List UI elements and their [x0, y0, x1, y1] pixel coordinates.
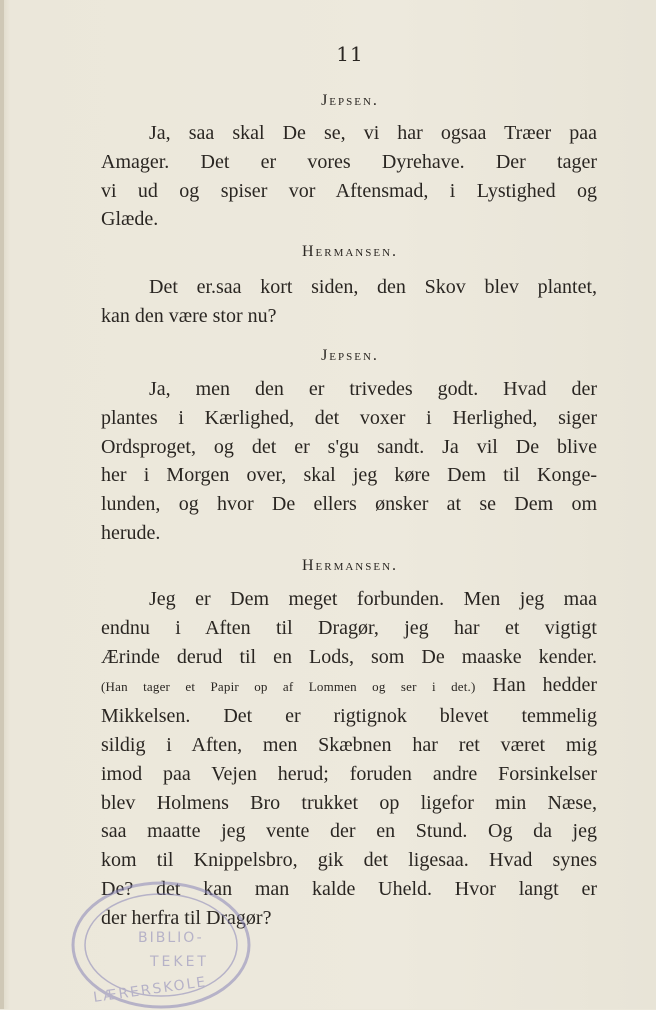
text-line: De? det kan man kalde Uheld. Hvor langt er: [101, 877, 597, 900]
text-line: blev Holmens Bro trukket op ligefor min Næse,: [101, 791, 597, 814]
stamp-text-top: BIBLIO-: [138, 930, 204, 946]
text-line: der herfra til Dragør?: [101, 906, 272, 929]
text-line: imod paa Vejen herud; foruden andre Forsinkelser: [101, 762, 597, 785]
dialogue-block-3: [101, 375, 597, 548]
dialogue-block-2: [101, 273, 597, 331]
text-line: kan den være stor nu?: [101, 304, 277, 327]
text-line: endnu i Aften til Dragør, jeg har et vigtigt: [101, 616, 597, 639]
speaker-heading-hermansen: Hermansen.: [301, 557, 399, 574]
text-fragment: Han hedder: [492, 674, 597, 697]
text-line: plantes i Kærlighed, det voxer i Herlighed, siger: [101, 406, 597, 429]
text-line: kom til Knippelsbro, gik det ligesaa. Hvad synes: [101, 849, 597, 872]
text-line: herude.: [101, 521, 161, 544]
text-line: sildig i Aften, men Skæbnen har ret været mig: [101, 733, 597, 756]
stamp-text-mid: TEKET: [150, 954, 209, 970]
text-line: Ærinde derud til en Lods, som De maaske kender.: [101, 645, 597, 668]
text-line: Ordsproget, og det er s'gu sandt. Ja vil De blive: [101, 435, 597, 458]
text-line: Ja, saa skal De se, vi har ogsaa Træer paa: [149, 122, 597, 144]
speaker-heading-jepsen: Jepsen.: [321, 347, 379, 364]
text-line: saa maatte jeg vente der en Stund. Og da jeg: [101, 820, 597, 843]
speaker-heading-hermansen: Hermansen.: [301, 243, 399, 260]
dialogue-block-1: [101, 119, 597, 234]
stage-direction-line: [101, 671, 597, 702]
library-stamp: [66, 880, 256, 1010]
text-line: Ja, men den er trivedes godt. Hvad der: [149, 378, 597, 400]
text-line: lunden, og hvor De ellers ønsker at se Dem om: [101, 493, 597, 516]
text-line: vi ud og spiser vor Aftensmad, i Lystighed og: [101, 179, 597, 202]
text-line: Mikkelsen. Det er rigtignok blevet temmelig: [101, 705, 597, 728]
text-line: Glæde.: [101, 208, 159, 231]
text-line: her i Morgen over, skal jeg køre Dem til Konge-: [101, 464, 597, 487]
text-line: Amager. Det er vores Dyrehave. Der tager: [101, 150, 597, 173]
stage-direction: (Han tager et Papir op af Lommen og ser i det.): [101, 679, 476, 695]
text-line: Jeg er Dem meget forbunden. Men jeg maa: [149, 588, 597, 610]
text-line: Det er.saa kort siden, den Skov blev plantet,: [149, 276, 597, 298]
page-number: 11: [336, 42, 364, 66]
page-binding-edge: [0, 0, 4, 1009]
stamp-text-bottom: LÆRERSKOLE: [92, 974, 209, 1006]
speaker-heading-jepsen: Jepsen.: [321, 92, 379, 109]
